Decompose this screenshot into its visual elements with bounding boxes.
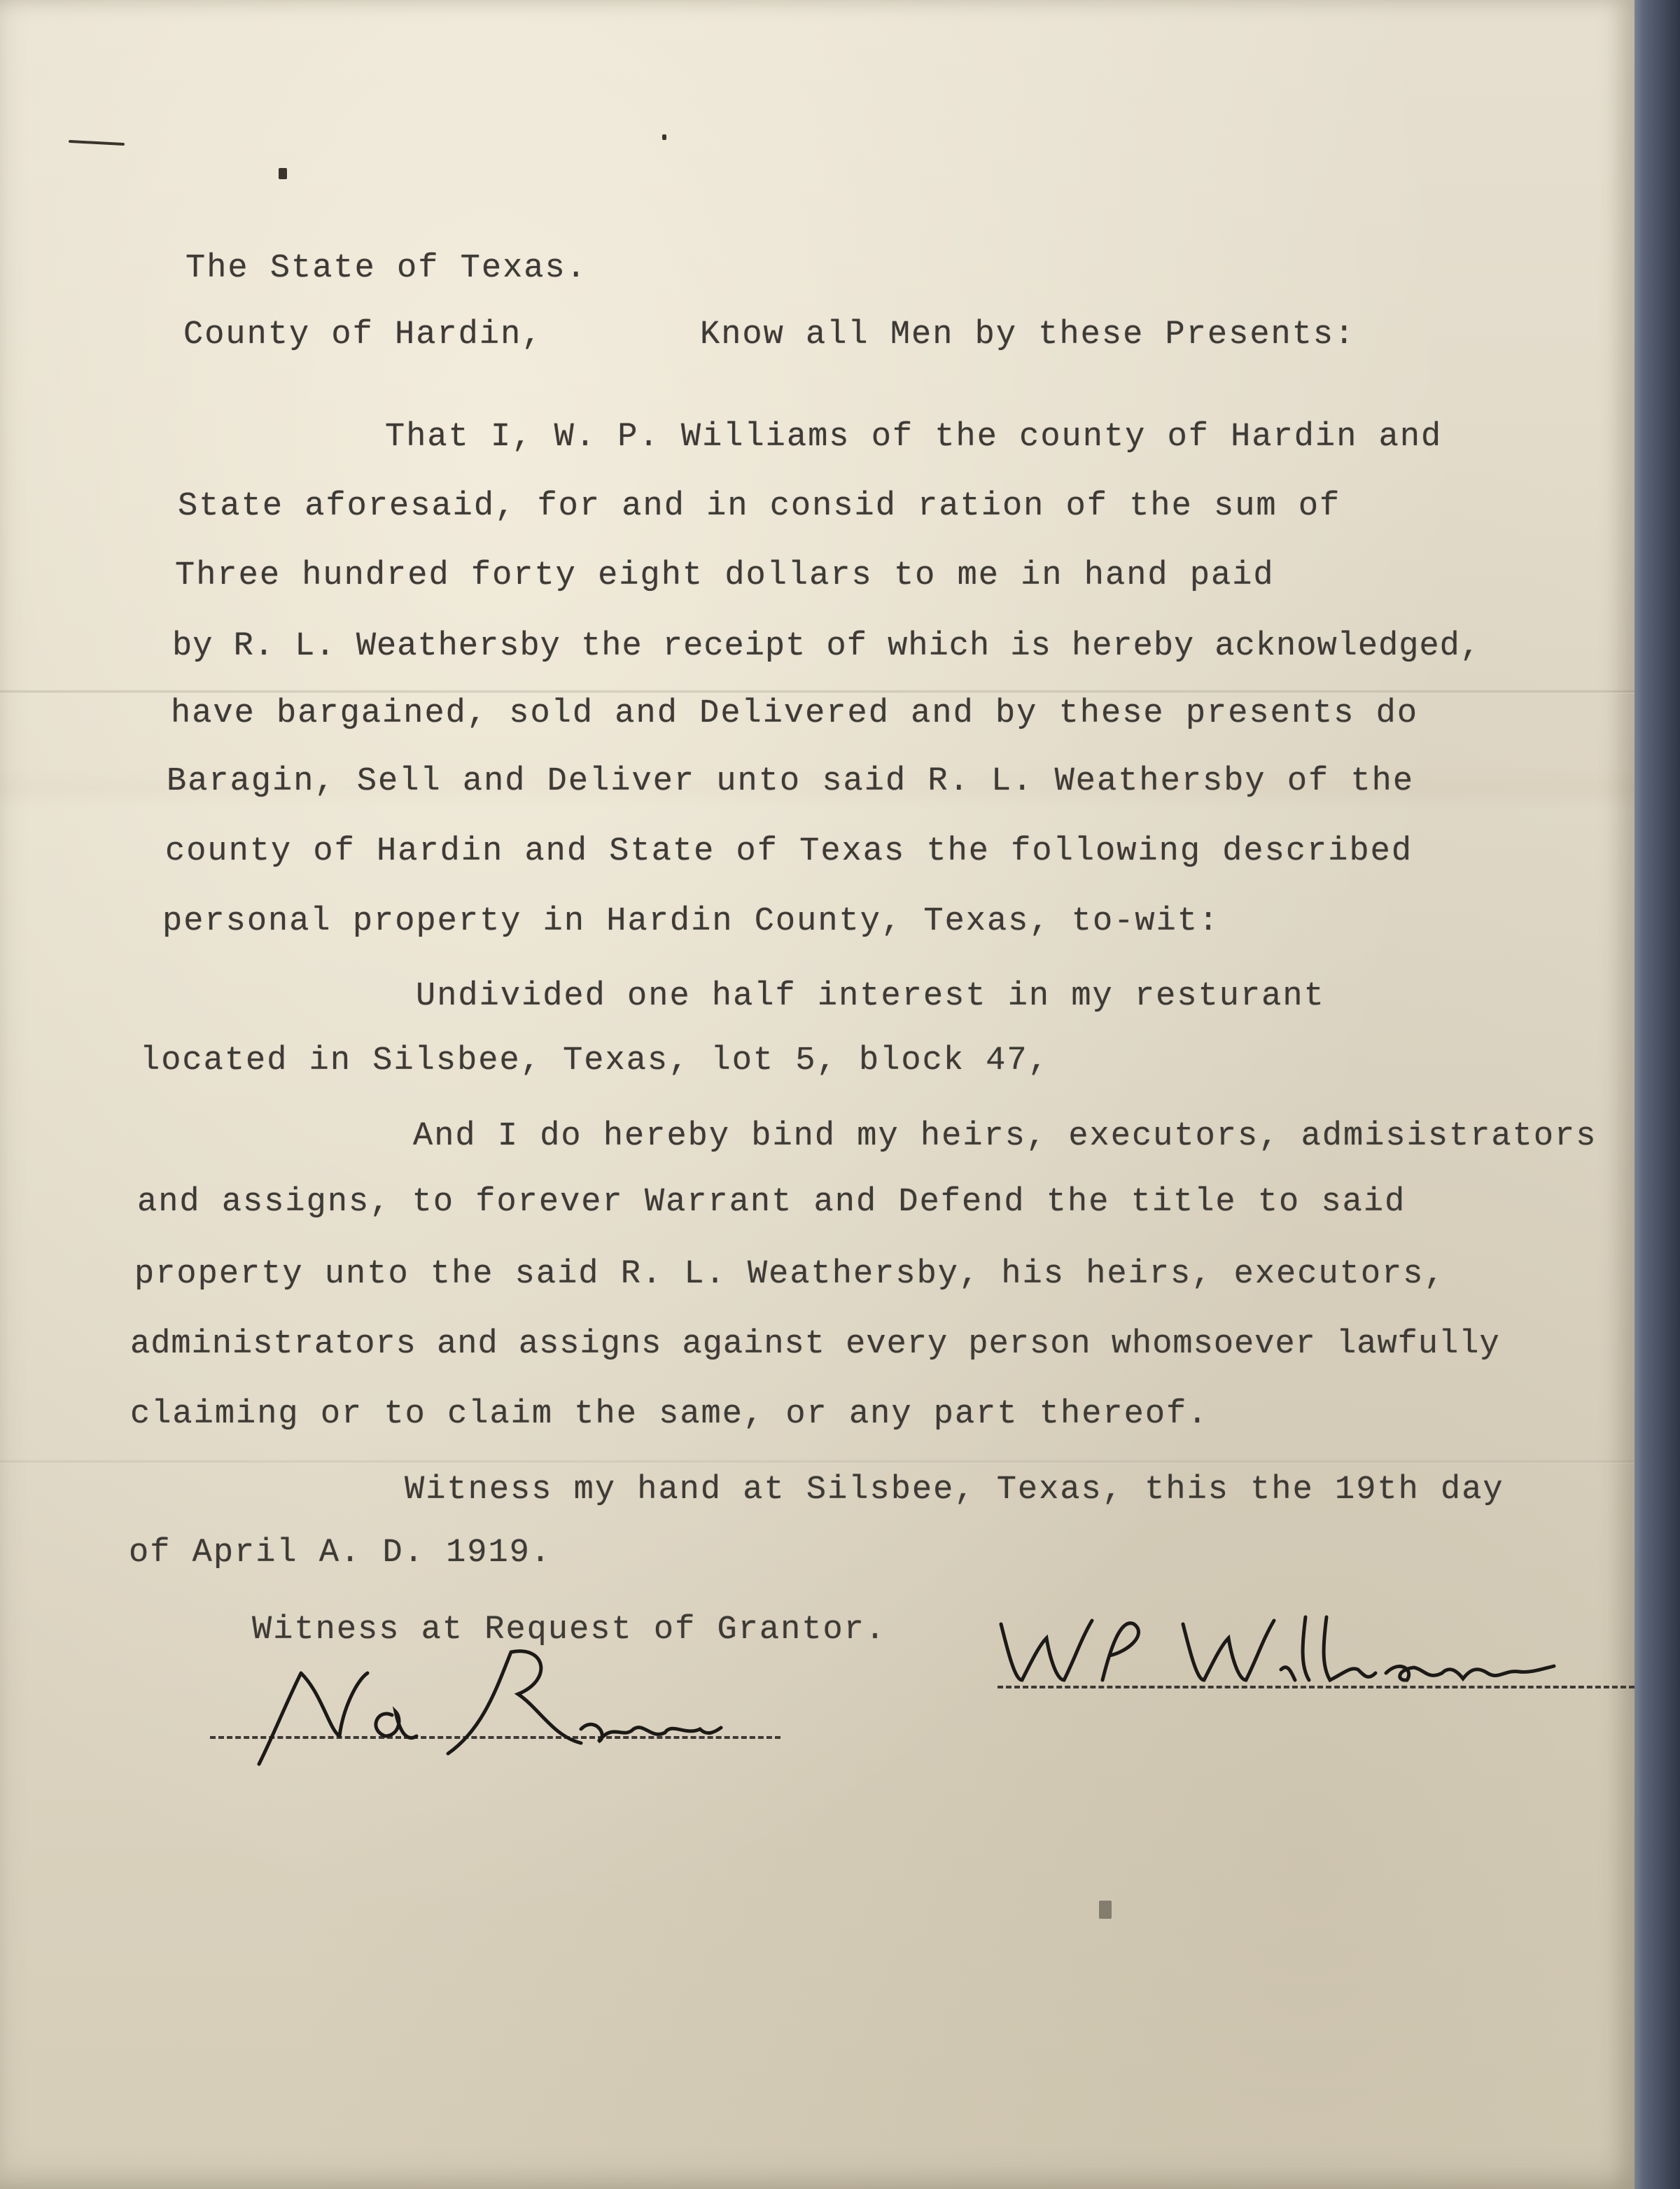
body-line: county of Hardin and State of Texas the following described [165,833,1413,870]
body-line: and assigns, to forever Warrant and Defend the title to said [137,1184,1406,1221]
paper-fold [0,690,1634,694]
body-line: claiming or to claim the same, or any part thereof. [130,1396,1209,1433]
grantor-signature [987,1603,1603,1694]
ink-mark [662,134,666,140]
body-line: located in Silsbee, Texas, lot 5, block 47, [140,1042,1049,1079]
body-line: State aforesaid, for and in consid ration of the sum of [178,488,1341,525]
heading-state: The State of Texas. [186,250,587,287]
body-line: administrators and assigns against every person whomsoever lawfully [130,1326,1500,1363]
witness-label: Witness at Request of Grantor. [252,1611,887,1649]
body-line: Three hundred forty eight dollars to me in hand paid [175,557,1275,594]
body-line: Baragin, Sell and Deliver unto said R. L. Weathersby of the [167,763,1415,800]
body-line: by R. L. Weathersby the receipt of which is hereby acknowledged, [172,628,1481,665]
body-line: Witness my hand at Silsbee, Texas, this the 19th day [405,1471,1504,1509]
paper-fold [0,1460,1634,1464]
body-line: personal property in Hardin County, Texas, to-wit: [162,903,1220,940]
ink-mark [1099,1901,1112,1919]
body-line: That I, W. P. Williams of the county of Hardin and [385,419,1443,456]
body-line: property unto the said R. L. Weathersby, his heirs, executors, [134,1256,1446,1293]
witness-signature [217,1631,763,1771]
heading-county: County of Hardin, [183,316,543,354]
body-line: of April A. D. 1919. [129,1534,552,1572]
body-line: And I do hereby bind my heirs, executors, admisistrators [413,1118,1597,1155]
ink-mark [279,168,287,179]
ink-mark [69,140,125,146]
body-line: Undivided one half interest in my resturant [416,978,1325,1015]
body-line: have bargained, sold and Delivered and by these presents do [171,695,1419,732]
heading-know-all: Know all Men by these Presents: [700,316,1356,354]
